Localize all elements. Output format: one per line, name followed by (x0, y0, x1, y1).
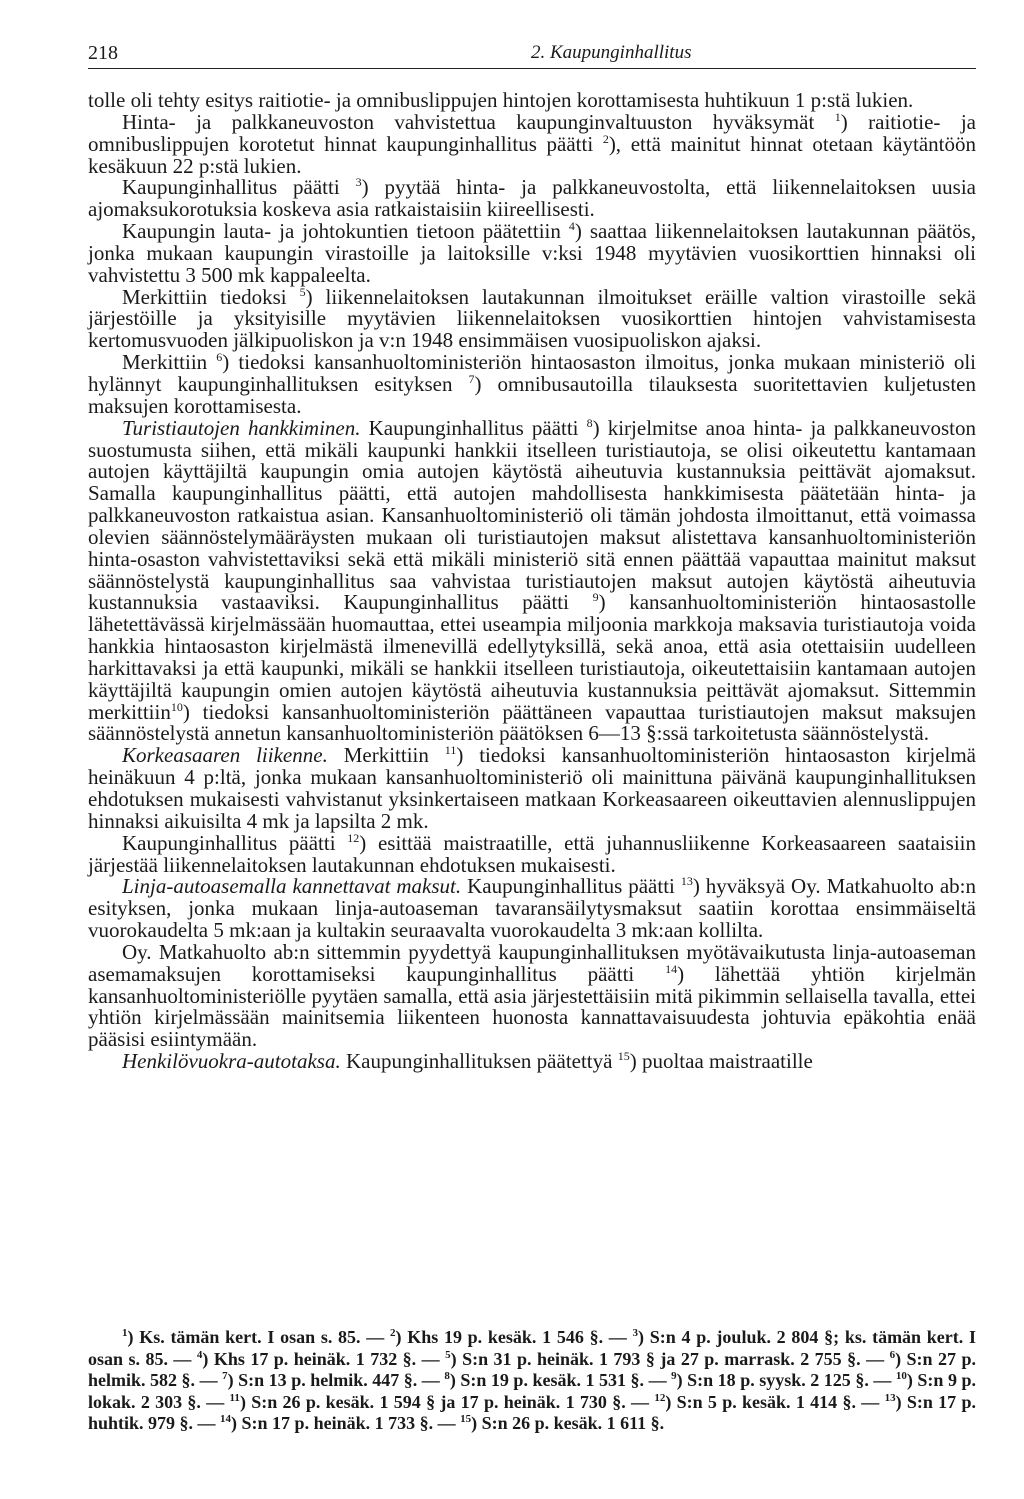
footnotes (88, 1327, 976, 1435)
text-run: Kaupunginhallitus päätti (122, 175, 356, 200)
text-run: ) tiedoksi kansanhuoltoministeriön päättäneen vapauttaa turistiautojen maksut maksujen säännöstelystä annetun kansanhuoltoministeriön päätöksen 6—13 §:ssä tarkoitetusta säännöstelystä. (88, 699, 976, 746)
section-heading: Henkilövuokra-autotaksa. (122, 1049, 341, 1074)
footnote-text: ) Khs 19 p. kesäk. 1 546 §. — (395, 1327, 633, 1347)
footnote-number: 5 (445, 1348, 451, 1361)
footnote-number: 6 (889, 1348, 896, 1361)
footnote-number: 2 (390, 1327, 396, 1339)
footnote-text: ) S:n 26 p. kesäk. 1 611 §. (471, 1413, 665, 1433)
text-run: ) omnibusautoilla tilauksesta suoritettavien kuljetusten maksujen korottamisesta. (88, 371, 976, 418)
footnote-text: ) S:n 31 p. heinäk. 1 793 § ja 27 p. marrask. 2 755 §. — (450, 1348, 890, 1369)
text-run: ), että mainitut hinnat otetaan käytäntöön kesäkuun 22 p:stä lukien. (88, 131, 976, 178)
footnote-number: 7 (222, 1370, 228, 1382)
footnote-ref: 8 (586, 415, 593, 430)
text-run: ) tiedoksi kansanhuoltoministeriön hintaosaston ilmoitus, jonka mukaan ministeriö oli hylännyt kaupunginhallituksen esityksen (88, 350, 976, 396)
running-title: 2. Kaupunginhallitus (531, 42, 692, 63)
text-run: Kaupungin lauta- ja johtokuntien tietoon päätettiin (122, 219, 569, 244)
paragraph (88, 177, 976, 221)
footnote-text: ) S:n 18 p. syysk. 2 125 §. — (676, 1370, 896, 1390)
paragraph (88, 939, 976, 1052)
footnote-number: 13 (884, 1391, 896, 1404)
paragraph (88, 352, 976, 418)
text-run: ) hyväksyä Oy. Matkahuolto ab:n esityksen, jonka mukaan linja-autoaseman tavaransäilytysmaksut saatiin korottaa ensimmäiseltä vuorokaudelta 5 mk:aan ja kultakin seuraavalta vuorokaudelta 3 mk:aan kollilta. (88, 874, 976, 943)
footnote-text: ) S:n 19 p. kesäk. 1 531 §. — (449, 1370, 672, 1390)
paragraph (88, 109, 976, 178)
paragraph (88, 284, 977, 353)
footnote-text: ) S:n 27 p. helmik. 582 §. — (88, 1348, 976, 1390)
text-run: ) saattaa liikennelaitoksen lautakunnan päätös, jonka mukaan kaupungin virastoille ja laitoksille v:ksi 1948 myytävien vuosikorttien hinnaksi oli vahvistettu 3 500 mk kappaleelta. (88, 219, 976, 287)
footnote-ref: 9 (592, 590, 599, 605)
footnote-ref: 6 (216, 350, 223, 365)
body-text (88, 90, 976, 1073)
text-run: tolle oli tehty esitys raitiotie- ja omnibuslippujen hintojen korottamisesta huhtikuun 1 p:stä lukien. (88, 88, 914, 112)
paragraph (88, 745, 976, 832)
text-run: Kaupunginhallitus päätti (122, 830, 348, 855)
footnote-text: ) S:n 17 p. heinäk. 1 733 §. — (231, 1413, 461, 1433)
section-heading: Korkeasaaren liikenne. (122, 743, 328, 768)
footnote-text: ) S:n 5 p. kesäk. 1 414 §. — (665, 1391, 885, 1412)
section-heading: Linja-autoasemalla kannettavat maksut. (122, 874, 462, 899)
text-run: ) raitiotie- ja omnibuslippujen korotetut hinnat kaupunginhallitus päätti (88, 109, 976, 156)
text-run: ) puoltaa maistraatille (629, 1049, 813, 1074)
footnote-number: 14 (220, 1413, 232, 1425)
paragraph (88, 1051, 976, 1073)
paragraph (88, 221, 976, 287)
footnote-text: ) S:n 17 p. huhtik. 979 §. — (88, 1391, 976, 1433)
text-run: Merkittiin (327, 743, 445, 768)
text-run: Kaupunginhallitus päätti (360, 415, 587, 440)
text-run: ) esittää maistraatille, että juhannusliikenne Korkeasaareen saataisiin järjestää liikennelaitoksen lautakunnan ehdotuksen mukaisesti. (88, 830, 976, 877)
footnote-ref: 14 (665, 961, 678, 976)
footnote-ref: 5 (299, 284, 306, 299)
footnote-text: ) S:n 26 p. kesäk. 1 594 § ja 17 p. heinäk. 1 730 §. — (239, 1391, 655, 1412)
footnote-number: 1 (122, 1327, 128, 1339)
text-run: ) tiedoksi kansanhuoltoministeriön hintaosaston kirjelmä heinäkuun 4 p:ltä, jonka mukaan kansanhuoltoministeriö oli mainittuna päivänä kaupunginhallituksen ehdotuksen mukaisesti vahvistanut yksinkertaiseen matkaan Korkeasaareen oikeuttavien alennuslippujen hinnaksi aikuisilta 4 mk ja lapsilta 2 mk. (88, 743, 976, 833)
footnote-number: 15 (460, 1413, 472, 1425)
paragraph (88, 90, 976, 112)
section-heading: Turistiautojen hankkiminen. (122, 415, 361, 440)
footnote-number: 10 (895, 1370, 907, 1382)
footnote-text: ) S:n 9 p. lokak. 2 303 §. — (88, 1370, 976, 1412)
text-run: ) lähettää yhtiön kirjelmän kansanhuoltoministeriölle pyytäen samalla, että asia järjestettäisiin mitä pikimmin sellaisella tavalla, ettei yhtiön kirjelmässään mainitsemia liikenteen huonosta kannattavaisuudesta johtuvia epäkohtia enää pääsisi esiintymään. (88, 961, 976, 1052)
text-run: Merkittiin tiedoksi (122, 284, 300, 309)
footnote-number: 3 (632, 1327, 639, 1339)
footnote-text: ) Khs 17 p. heinäk. 1 732 §. — (202, 1348, 446, 1369)
text-run: Kaupunginhallitus päätti (461, 874, 681, 899)
text-run: Kaupunginhallituksen päätettyä (340, 1049, 618, 1074)
footnote-ref: 7 (468, 371, 475, 386)
footnote-ref: 15 (617, 1049, 630, 1064)
footnote-text: ) S:n 13 p. helmik. 447 §. — (227, 1370, 445, 1390)
footnote-number: 4 (196, 1348, 203, 1361)
text-run: ) kansanhuoltoministeriön hintaosastolle lähetettävässä kirjelmässään huomauttaa, ettei useampia miljoonia markkoja maksavia turistiautoja voida hankkia hintaosaston kirjelmästä ilmenevillä edellytyksillä, sekä anoa, että asia otettaisiin uudelleen harkittavaksi ja että kaupunki, mikäli se hankkii itselleen turistiautoja, oikeutettaisiin kantamaan autojen käyttäjiltä kaupungin omien autojen käytöstä aiheutuvia kustannuksia peittävät ajomaksut. Sittemmin merkittiin (88, 590, 976, 724)
text-run: ) pyytää hinta- ja palkkaneuvostolta, että liikennelaitoksen uusia ajomaksukorotuksia koskeva asia ratkaistaisiin kiireellisesti. (88, 175, 976, 222)
footnote-block (88, 1327, 976, 1435)
paragraph (88, 876, 976, 942)
page-number: 218 (88, 42, 118, 64)
text-run: ) liikennelaitoksen lautakunnan ilmoitukset eräille valtion virastoille sekä järjestöille ja yksityisille myytävien liikennelaitoksen vuosikorttien hintojen vahvistamisesta kertomusvuoden jälkipuoliskon ja v:n 1948 ensimmäisen vuosipuoliskon ajaksi. (88, 284, 977, 353)
text-run: Merkittiin (122, 350, 217, 375)
footnote-ref: 2 (602, 131, 609, 146)
paragraph (88, 830, 976, 877)
footnote-text: ) S:n 4 p. jouluk. 2 804 §; ks. tämän kert. I osan s. 85. — (88, 1327, 977, 1369)
footnote-ref: 10 (170, 699, 183, 714)
footnote-ref: 12 (347, 830, 360, 845)
footnote-ref: 4 (568, 219, 575, 234)
footnote-ref: 11 (444, 743, 457, 758)
footnote-ref: 1 (834, 109, 841, 124)
text-run: ) kirjelmitse anoa hinta- ja palkkaneuvoston suostumusta siihen, että mikäli kaupunki hankkii itselleen turistiautoja, se olisi oikeutettu kantamaan autojen käyttäjiltä kaupungin omia autojen käytöstä aiheutuvia kustannuksia peittävät ajomaksut. Samalla kaupunginhallitus päätti, että autojen mahdollisesta hankkimisesta päätetään hinta- ja palkkaneuvoston ratkaistua asian. Kansanhuoltoministeriö oli tämän johdosta ilmoittanut, että voimassa olevien säännöstelymääräysten mukaan oli turistiautojen maksut alistettava kansanhuoltoministeriön hinta-osaston vahvistettaviksi sekä että mikäli ministeriö sitä ennen päättää vapauttaa mainitut maksut säännöstelystä kaupunginhallitus saa vahvistaa turistiautojen maksut autojen käytöstä aiheutuvia kustannuksia vastaaviksi. Kaupunginhallitus päätti (88, 415, 977, 615)
footnote-text: ) Ks. tämän kert. I osan s. 85. — (127, 1327, 390, 1347)
footnote-ref: 13 (680, 874, 693, 889)
footnote-number: 11 (229, 1391, 240, 1404)
footnote-number: 8 (444, 1370, 450, 1382)
text-run: Oy. Matkahuolto ab:n sittemmin pyydettyä kaupunginhallituksen myötävaikutusta linja-autoaseman asemamaksujen korottamiseksi kaupunginhallitus päätti (88, 939, 976, 986)
footnote-number: 12 (654, 1391, 666, 1404)
paragraph (88, 415, 977, 746)
text-run: Hinta- ja palkkaneuvoston vahvistettua kaupunginvaltuuston hyväksymät (122, 109, 835, 134)
page-header (88, 40, 976, 69)
footnote-ref: 3 (355, 175, 362, 190)
footnote-number: 9 (671, 1370, 677, 1382)
